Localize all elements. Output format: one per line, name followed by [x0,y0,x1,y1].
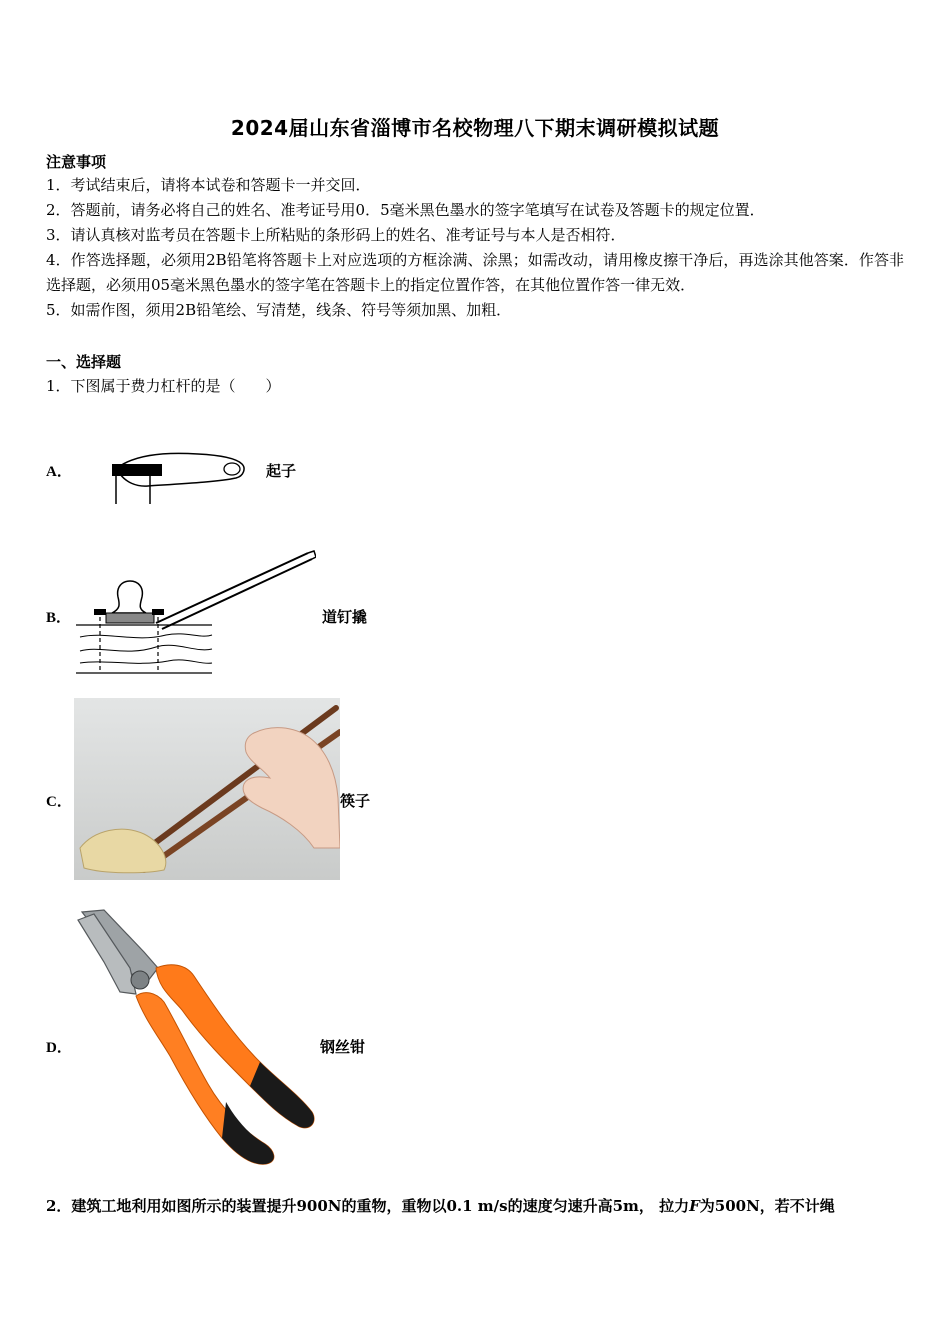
question-2-part1: 2．建筑工地利用如图所示的装置提升900N的重物，重物以0.1 m/s的速度匀速升高5m， 拉力 [46,1197,690,1215]
option-d-letter: D． [46,1040,72,1056]
notice-heading: 注意事项 [46,153,107,171]
pliers-photo [74,906,324,1168]
page-title: 2024届山东省淄博市名校物理八下期末调研模拟试题 [230,116,720,140]
notice-item: 2．答题前，请务必将自己的姓名、准考证号用0．5毫米黑色墨水的签字笔填写在试卷及答题卡的规定位置． [46,201,765,219]
question-2-variable: F [689,1197,700,1215]
notice-item: 3．请认真核对监考员在答题卡上所粘贴的条形码上的姓名、准考证号与本人是否相符． [46,226,626,244]
option-c-letter: C． [46,794,72,810]
notice-list [46,173,904,323]
rail-spike-crowbar-icon [76,547,316,677]
notice-item: 5．如需作图，须用2B铅笔绘、写清楚，线条、符号等须加黑、加粗． [46,301,512,319]
option-b-letter: B． [46,610,72,626]
question-1-stem: 1．下图属于费力杠杆的是（ ） [46,377,281,395]
option-d-name: 钢丝钳 [320,1038,366,1056]
question-2-stem [46,1195,835,1216]
option-c-name: 筷子 [340,792,371,810]
bottle-opener-icon [108,448,248,506]
section-heading: 一、选择题 [46,353,122,371]
option-a-letter: A． [46,464,72,480]
option-b-name: 道钉撬 [322,608,368,626]
chopsticks-photo [74,698,340,880]
notice-item: 4．作答选择题，必须用2B铅笔将答题卡上对应选项的方框涂满、涂黑；如需改动，请用橡皮擦干净后，再选涂其他答案．作答非选择题，必须用05毫米黑色墨水的签字笔在答题卡上的指定位置作答，在其他位置作答一律无效． [46,251,904,294]
question-2-part2: 为500N，若不计绳 [699,1197,835,1215]
notice-item: 1．考试结束后，请将本试卷和答题卡一并交回． [46,176,371,194]
option-a-name: 起子 [266,462,297,480]
